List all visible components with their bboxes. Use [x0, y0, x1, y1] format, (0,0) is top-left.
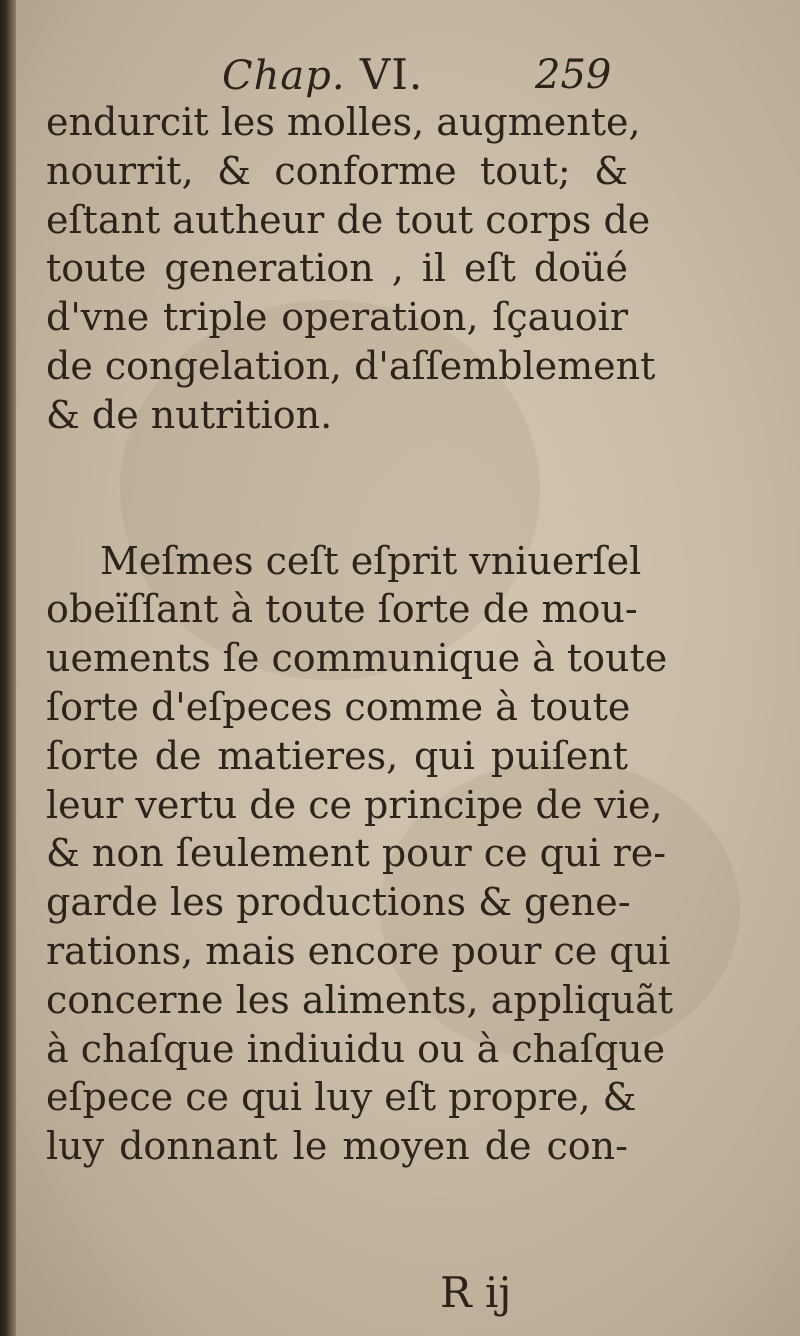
text-line: endurcit les molles, augmente, — [46, 100, 641, 144]
book-binding-edge — [0, 0, 16, 1336]
text-line: de congelation, d'aſſemblement — [46, 343, 656, 388]
chapter-number: VI. — [359, 50, 424, 99]
text-line: eſpece ce qui luy eſt propre, & — [46, 1075, 637, 1120]
text-line: leur vertu de ce principe de vie, — [46, 782, 663, 827]
text-line: eſtant autheur de tout corps de — [46, 197, 651, 242]
text-line: & non ſeulement pour ce qui re- — [46, 831, 667, 876]
text-line: ſorte d'eſpeces comme à toute — [46, 684, 631, 729]
text-line: luy donnant le moyen de con- — [46, 1124, 628, 1169]
page-number: 259 — [535, 52, 612, 98]
text-line: obeïſſant à toute ſorte de mou- — [46, 587, 638, 632]
text-line: d'vne triple operation, ſçauoir — [46, 295, 628, 340]
text-line: rations, mais encore pour ce qui — [46, 928, 671, 973]
text-line: ſorte de matieres, qui puiſent — [46, 733, 628, 778]
text-line: uements ſe communique à toute — [46, 636, 668, 681]
text-line: concerne les aliments, appliquãt — [46, 977, 674, 1022]
paragraph-1 — [46, 98, 656, 440]
text-line: & de nutrition. — [46, 392, 333, 437]
text-line: toute generation , il eſt doüé — [46, 246, 628, 291]
text-line: nourrit, & conforme tout; & — [46, 148, 628, 193]
paragraph-2 — [46, 537, 674, 1171]
paragraph-gap — [46, 440, 628, 537]
chapter-label: Chap. — [222, 53, 346, 99]
text-line: Meſmes ceſt eſprit vniuerſel — [100, 538, 642, 583]
text-line: garde les productions & gene- — [46, 880, 631, 925]
text-line: à chaſque indiuidu ou à chaſque — [46, 1026, 666, 1071]
body-text — [46, 98, 674, 1171]
signature-mark: R ij — [440, 1268, 512, 1317]
running-head — [222, 50, 423, 99]
